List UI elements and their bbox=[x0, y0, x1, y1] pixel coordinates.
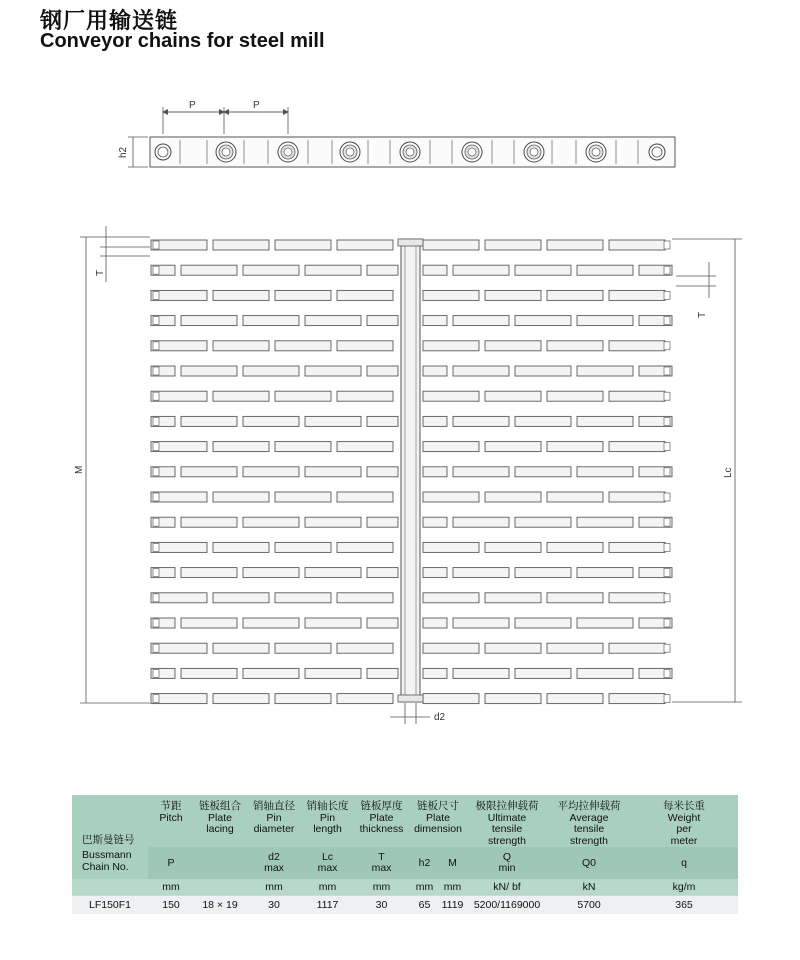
pin-head bbox=[153, 266, 159, 274]
pin-head bbox=[664, 543, 670, 551]
chain-plate bbox=[609, 290, 665, 300]
chain-plate bbox=[423, 542, 479, 552]
chain-plate bbox=[423, 316, 447, 326]
chain-plate bbox=[453, 517, 509, 527]
chain-plate bbox=[453, 568, 509, 578]
chain-plate bbox=[181, 568, 237, 578]
chain-plate bbox=[275, 391, 331, 401]
sym-plate-thickness: T max bbox=[353, 847, 410, 879]
cell-chain-no: LF150F1 bbox=[72, 896, 148, 915]
h2-label: h2 bbox=[118, 146, 129, 158]
chain-plate bbox=[515, 618, 571, 628]
units-row bbox=[72, 879, 738, 896]
pin-head bbox=[153, 468, 159, 476]
cell-plate-thickness: 30 bbox=[353, 896, 410, 915]
chain-plate bbox=[305, 265, 361, 275]
chain-plate bbox=[367, 568, 398, 578]
pin-head bbox=[664, 342, 670, 350]
col-weight-header: 每米长重 Weight per meter bbox=[630, 795, 738, 847]
sym-plate-lacing bbox=[194, 847, 246, 879]
pin-head bbox=[664, 392, 670, 400]
chain-no-header-cn: 巴斯曼链号 bbox=[82, 833, 135, 846]
spec-table bbox=[72, 795, 738, 914]
pin-head bbox=[664, 417, 670, 425]
chain-plate bbox=[515, 568, 571, 578]
chain-plate bbox=[423, 643, 479, 653]
chain-plate bbox=[423, 568, 447, 578]
chain-plate bbox=[151, 694, 207, 704]
chain-plate bbox=[515, 316, 571, 326]
pin-head bbox=[664, 644, 670, 652]
chain-plate bbox=[577, 467, 633, 477]
chain-plate bbox=[213, 391, 269, 401]
chain-plate bbox=[367, 265, 398, 275]
pin-head bbox=[153, 518, 159, 526]
chain-plate bbox=[423, 391, 479, 401]
chain-plate bbox=[423, 492, 479, 502]
chain-plate bbox=[609, 391, 665, 401]
chain-plate bbox=[243, 467, 299, 477]
chain-no-header bbox=[72, 795, 148, 879]
chain-plate bbox=[609, 442, 665, 452]
chain-plate bbox=[423, 467, 447, 477]
chain-plate bbox=[213, 643, 269, 653]
side-pin bbox=[524, 142, 544, 162]
chain-plate bbox=[485, 391, 541, 401]
sym-m: M bbox=[439, 847, 466, 879]
chain-plate bbox=[423, 366, 447, 376]
pin-head bbox=[664, 695, 670, 703]
side-pin bbox=[278, 142, 298, 162]
chain-plate bbox=[609, 341, 665, 351]
pin-head bbox=[664, 266, 670, 274]
chain-plate bbox=[547, 542, 603, 552]
chain-plate bbox=[423, 517, 447, 527]
h2-dimension bbox=[128, 137, 148, 167]
chain-plate bbox=[275, 290, 331, 300]
chain-plate bbox=[337, 643, 393, 653]
col-average-strength-header: 平均拉伸载荷 Average tensile strength bbox=[548, 795, 630, 847]
pitch-label-2: P bbox=[253, 100, 260, 111]
chain-plate bbox=[423, 341, 479, 351]
chain-plate bbox=[337, 593, 393, 603]
chain-plate bbox=[423, 694, 479, 704]
col-plate-lacing-header: 链板组合 Plate lacing bbox=[194, 795, 246, 847]
d2-label: d2 bbox=[434, 712, 446, 723]
chain-plate bbox=[547, 290, 603, 300]
pin-head bbox=[153, 594, 159, 602]
chain-plate bbox=[547, 341, 603, 351]
pin-head bbox=[664, 594, 670, 602]
chain-plate bbox=[181, 265, 237, 275]
col-plate-dimension-header: 链板尺寸 Plate dimension bbox=[410, 795, 466, 847]
chain-plate bbox=[275, 492, 331, 502]
pin-head bbox=[153, 443, 159, 451]
cell-plate-lacing: 18 × 19 bbox=[194, 896, 246, 915]
chain-plate bbox=[453, 467, 509, 477]
end-pin-hole bbox=[649, 144, 665, 160]
chain-plate bbox=[181, 316, 237, 326]
chain-plate bbox=[609, 492, 665, 502]
chain-plate bbox=[151, 240, 207, 250]
chain-plate bbox=[243, 517, 299, 527]
pin-head bbox=[664, 619, 670, 627]
chain-plate bbox=[337, 492, 393, 502]
chain-plate bbox=[485, 593, 541, 603]
pin-head bbox=[153, 619, 159, 627]
center-pin bbox=[398, 239, 423, 702]
chain-plate bbox=[305, 467, 361, 477]
chain-plate bbox=[151, 643, 207, 653]
chain-plate bbox=[213, 442, 269, 452]
chain-plate bbox=[337, 240, 393, 250]
unit-ultimate-strength: kN/ bf bbox=[466, 879, 548, 896]
chain-plate bbox=[337, 542, 393, 552]
pin-head bbox=[664, 468, 670, 476]
col-pin-length-header: 销轴长度 Pin length bbox=[302, 795, 353, 847]
pin-head bbox=[153, 644, 159, 652]
m-dimension bbox=[80, 226, 150, 703]
pin-head bbox=[153, 317, 159, 325]
chain-plate bbox=[577, 316, 633, 326]
chain-plate bbox=[609, 694, 665, 704]
chain-plate bbox=[181, 517, 237, 527]
chain-plate bbox=[367, 467, 398, 477]
pin-head bbox=[153, 241, 159, 249]
sym-pin-diameter: d2 max bbox=[246, 847, 302, 879]
chain-plate bbox=[305, 517, 361, 527]
chain-plate bbox=[337, 694, 393, 704]
chain-plate bbox=[151, 542, 207, 552]
chain-plate bbox=[275, 240, 331, 250]
col-pin-diameter-header: 销轴直径 Pin diameter bbox=[246, 795, 302, 847]
pin-head bbox=[664, 669, 670, 677]
chain-plate bbox=[547, 492, 603, 502]
side-pin bbox=[216, 142, 236, 162]
chain-plate bbox=[151, 442, 207, 452]
cell-pin-diameter: 30 bbox=[246, 896, 302, 915]
pin-head bbox=[153, 392, 159, 400]
pin-head bbox=[153, 493, 159, 501]
pin-head bbox=[664, 569, 670, 577]
sym-weight: q bbox=[630, 847, 738, 879]
chain-plate bbox=[181, 668, 237, 678]
cell-weight: 365 bbox=[630, 896, 738, 915]
table-row bbox=[72, 896, 738, 915]
chain-plate bbox=[515, 265, 571, 275]
chain-plate bbox=[609, 240, 665, 250]
d2-dimension bbox=[390, 703, 430, 724]
chain-plate bbox=[423, 265, 447, 275]
chain-plate bbox=[243, 316, 299, 326]
chain-plate bbox=[181, 467, 237, 477]
chain-plate bbox=[243, 366, 299, 376]
chain-plate bbox=[485, 492, 541, 502]
page-title-cn: 钢厂用输送链 bbox=[40, 9, 179, 34]
pin-head bbox=[153, 543, 159, 551]
side-pin bbox=[462, 142, 482, 162]
chain-plate bbox=[243, 668, 299, 678]
pin-head bbox=[153, 669, 159, 677]
pin-head bbox=[153, 291, 159, 299]
chain-plate bbox=[485, 240, 541, 250]
chain-plate bbox=[485, 643, 541, 653]
chain-plate bbox=[453, 316, 509, 326]
chain-plate bbox=[453, 366, 509, 376]
chain-plate bbox=[275, 593, 331, 603]
chain-no-header-en: Bussmann Chain No. bbox=[82, 849, 132, 873]
sym-ultimate-strength: Q min bbox=[466, 847, 548, 879]
chain-plate bbox=[453, 668, 509, 678]
chain-plate bbox=[515, 517, 571, 527]
chain-plate bbox=[453, 618, 509, 628]
table-header-row bbox=[72, 795, 738, 847]
chain-plate bbox=[275, 694, 331, 704]
t-label-right: T bbox=[697, 311, 708, 318]
unit-plate-lacing bbox=[194, 879, 246, 896]
chain-plate bbox=[547, 240, 603, 250]
chain-plate bbox=[367, 668, 398, 678]
chain-plate bbox=[423, 668, 447, 678]
chain-plate bbox=[305, 416, 361, 426]
chain-plate bbox=[151, 391, 207, 401]
chain-plate bbox=[213, 290, 269, 300]
sym-average-strength: Q0 bbox=[548, 847, 630, 879]
chain-plate bbox=[181, 618, 237, 628]
t-label-left: T bbox=[95, 269, 106, 276]
chain-plate bbox=[577, 265, 633, 275]
chain-plate bbox=[367, 416, 398, 426]
unit-empty bbox=[72, 879, 148, 896]
pin-head bbox=[664, 443, 670, 451]
chain-plate bbox=[547, 593, 603, 603]
chain-plate bbox=[609, 643, 665, 653]
chain-plate bbox=[423, 442, 479, 452]
pin-head bbox=[153, 695, 159, 703]
chain-plate bbox=[243, 265, 299, 275]
cell-pitch: 150 bbox=[148, 896, 194, 915]
pin-head bbox=[664, 291, 670, 299]
chain-plate bbox=[515, 467, 571, 477]
col-pitch-header: 节距 Pitch bbox=[148, 795, 194, 847]
pitch-label-1: P bbox=[189, 100, 196, 111]
cell-pin-length: 1117 bbox=[302, 896, 353, 915]
chain-plate bbox=[609, 593, 665, 603]
chain-plate bbox=[453, 416, 509, 426]
cell-average-strength: 5700 bbox=[548, 896, 630, 915]
chain-plate bbox=[367, 618, 398, 628]
sym-pin-length: Lc max bbox=[302, 847, 353, 879]
chain-plate bbox=[337, 290, 393, 300]
chain-plate bbox=[213, 492, 269, 502]
unit-pin-length: mm bbox=[302, 879, 353, 896]
pin-head bbox=[153, 367, 159, 375]
unit-plate-thickness: mm bbox=[353, 879, 410, 896]
m-label: M bbox=[74, 465, 85, 474]
side-pin bbox=[400, 142, 420, 162]
chain-plate bbox=[275, 442, 331, 452]
chain-plate bbox=[337, 391, 393, 401]
chain-plate bbox=[577, 668, 633, 678]
chain-plate bbox=[547, 694, 603, 704]
chain-plate bbox=[423, 593, 479, 603]
chain-plate bbox=[577, 618, 633, 628]
pin-head bbox=[153, 417, 159, 425]
unit-average-strength: kN bbox=[548, 879, 630, 896]
unit-pin-diameter: mm bbox=[246, 879, 302, 896]
chain-plate bbox=[243, 568, 299, 578]
unit-m: mm bbox=[439, 879, 466, 896]
chain-plate bbox=[609, 542, 665, 552]
col-ultimate-strength-header: 极限拉伸载荷 Ultimate tensile strength bbox=[466, 795, 548, 847]
chain-plate bbox=[515, 416, 571, 426]
side-pin bbox=[340, 142, 360, 162]
cell-m: 1119 bbox=[439, 896, 466, 915]
chain-plate bbox=[367, 517, 398, 527]
chain-plate bbox=[453, 265, 509, 275]
chain-plate bbox=[243, 416, 299, 426]
page-title-en: Conveyor chains for steel mill bbox=[40, 30, 325, 52]
chain-plate bbox=[305, 568, 361, 578]
chain-side-view bbox=[150, 137, 675, 167]
chain-plate bbox=[305, 366, 361, 376]
pin-head bbox=[153, 569, 159, 577]
chain-plate bbox=[337, 442, 393, 452]
chain-plate bbox=[243, 618, 299, 628]
chain-plate bbox=[337, 341, 393, 351]
chain-plate bbox=[181, 366, 237, 376]
unit-pitch: mm bbox=[148, 879, 194, 896]
lc-label: Lc bbox=[723, 467, 734, 478]
chain-plate bbox=[213, 240, 269, 250]
chain-plate bbox=[423, 416, 447, 426]
chain-plate bbox=[485, 542, 541, 552]
chain-plate bbox=[423, 290, 479, 300]
chain-plate bbox=[213, 593, 269, 603]
chain-plate bbox=[485, 694, 541, 704]
pin-head bbox=[664, 518, 670, 526]
symbol-row bbox=[72, 847, 738, 879]
chain-plate bbox=[275, 542, 331, 552]
chain-plate bbox=[275, 341, 331, 351]
pin-head bbox=[153, 342, 159, 350]
chain-plate bbox=[423, 618, 447, 628]
chain-plate bbox=[577, 517, 633, 527]
chain-plate bbox=[151, 290, 207, 300]
chain-plate bbox=[485, 442, 541, 452]
unit-weight: kg/m bbox=[630, 879, 738, 896]
chain-plate bbox=[577, 366, 633, 376]
pin-head bbox=[664, 317, 670, 325]
chain-plate bbox=[213, 694, 269, 704]
side-pin bbox=[586, 142, 606, 162]
chain-plate bbox=[577, 568, 633, 578]
chain-plate bbox=[305, 316, 361, 326]
chain-plate bbox=[547, 442, 603, 452]
chain-plate bbox=[485, 290, 541, 300]
chain-plate bbox=[305, 668, 361, 678]
chain-plate bbox=[151, 341, 207, 351]
chain-plate bbox=[151, 492, 207, 502]
chain-plate bbox=[515, 366, 571, 376]
chain-plate bbox=[547, 643, 603, 653]
cell-h2: 65 bbox=[410, 896, 439, 915]
chain-plate bbox=[151, 593, 207, 603]
chain-plate bbox=[423, 240, 479, 250]
pitch-dimension bbox=[163, 107, 288, 134]
chain-plate bbox=[367, 366, 398, 376]
sym-h2: h2 bbox=[410, 847, 439, 879]
chain-plate bbox=[213, 341, 269, 351]
cell-ultimate-strength: 5200/1169000 bbox=[466, 896, 548, 915]
chain-plate bbox=[275, 643, 331, 653]
chain-plate bbox=[213, 542, 269, 552]
chain-plate bbox=[181, 416, 237, 426]
pin-head bbox=[664, 241, 670, 249]
sym-pitch: P bbox=[148, 847, 194, 879]
chain-plate bbox=[367, 316, 398, 326]
chain-plate bbox=[577, 416, 633, 426]
chain-plate bbox=[305, 618, 361, 628]
col-plate-thickness-header: 链板厚度 Plate thickness bbox=[353, 795, 410, 847]
chain-plate bbox=[547, 391, 603, 401]
unit-h2: mm bbox=[410, 879, 439, 896]
chain-plate bbox=[515, 668, 571, 678]
pin-head bbox=[664, 493, 670, 501]
end-pin-hole bbox=[155, 144, 171, 160]
pin-head bbox=[664, 367, 670, 375]
chain-plate bbox=[485, 341, 541, 351]
